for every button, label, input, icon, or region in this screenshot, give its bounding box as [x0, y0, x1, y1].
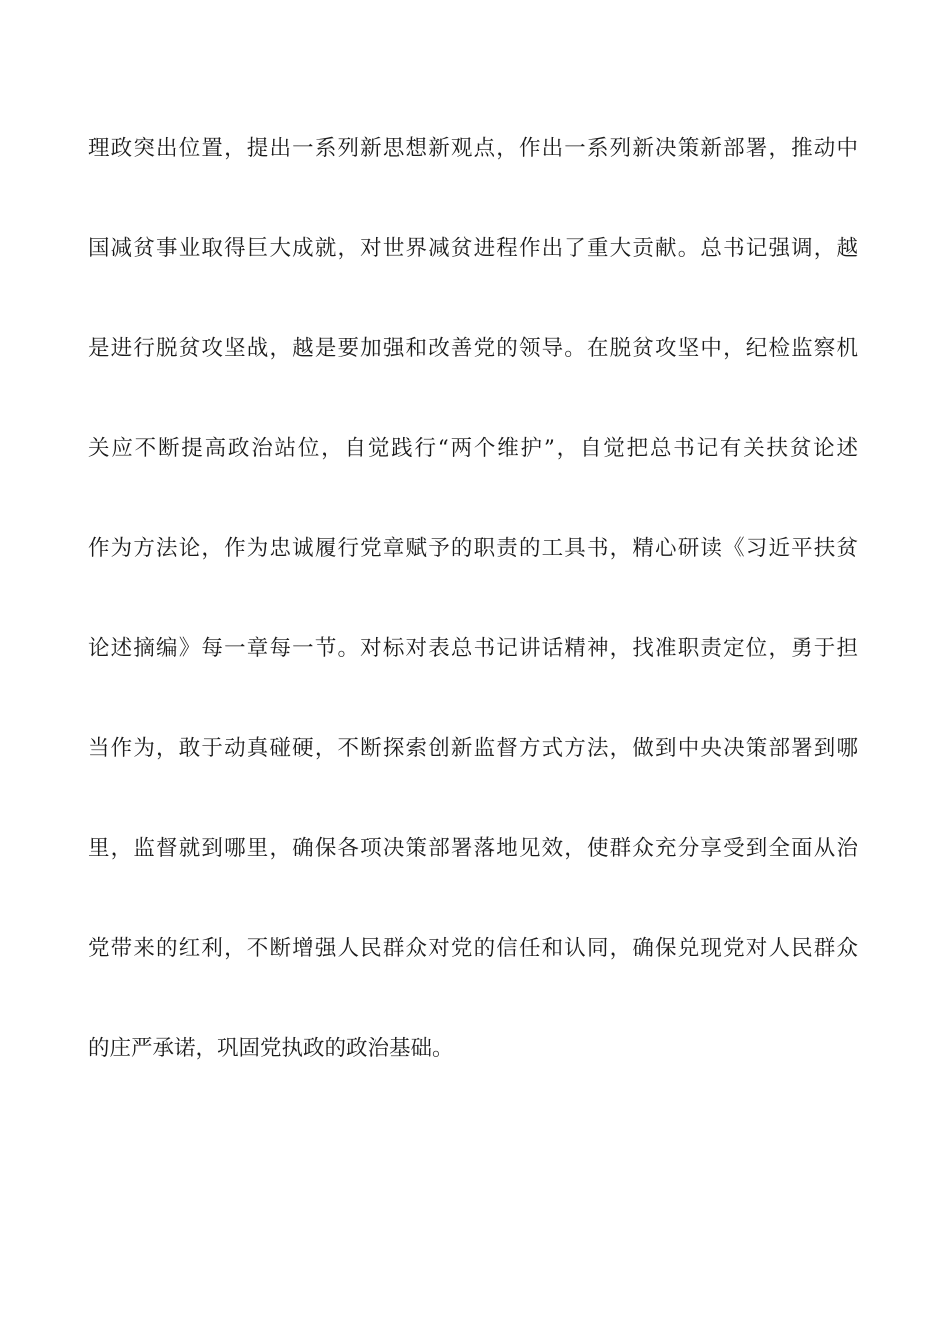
- paragraph-line: 里，监督就到哪里，确保各项决策部署落地见效，使群众充分享受到全面从治: [88, 836, 858, 861]
- body-paragraph: [88, 131, 858, 1131]
- paragraph-line: 国减贫事业取得巨大成就，对世界减贫进程作出了重大贡献。总书记强调，越: [88, 236, 858, 261]
- paragraph-line: 作为方法论，作为忠诚履行党章赋予的职责的工具书，精心研读《习近平扶贫: [88, 536, 858, 561]
- paragraph-line: 关应不断提高政治站位，自觉践行“两个维护”，自觉把总书记有关扶贫论述: [88, 436, 858, 461]
- paragraph-line: 理政突出位置，提出一系列新思想新观点，作出一系列新决策新部署，推动中: [88, 136, 858, 161]
- paragraph-line: 论述摘编》每一章每一节。对标对表总书记讲话精神，找准职责定位，勇于担: [88, 636, 858, 661]
- paragraph-line: 是进行脱贫攻坚战，越是要加强和改善党的领导。在脱贫攻坚中，纪检监察机: [88, 336, 858, 361]
- paragraph-line: 党带来的红利，不断增强人民群众对党的信任和认同，确保兑现党对人民群众: [88, 936, 858, 961]
- paragraph-line-last: 的庄严承诺，巩固党执政的政治基础。: [88, 1036, 454, 1061]
- paragraph-line: 当作为，敢于动真碰硬，不断探索创新监督方式方法，做到中央决策部署到哪: [88, 736, 858, 761]
